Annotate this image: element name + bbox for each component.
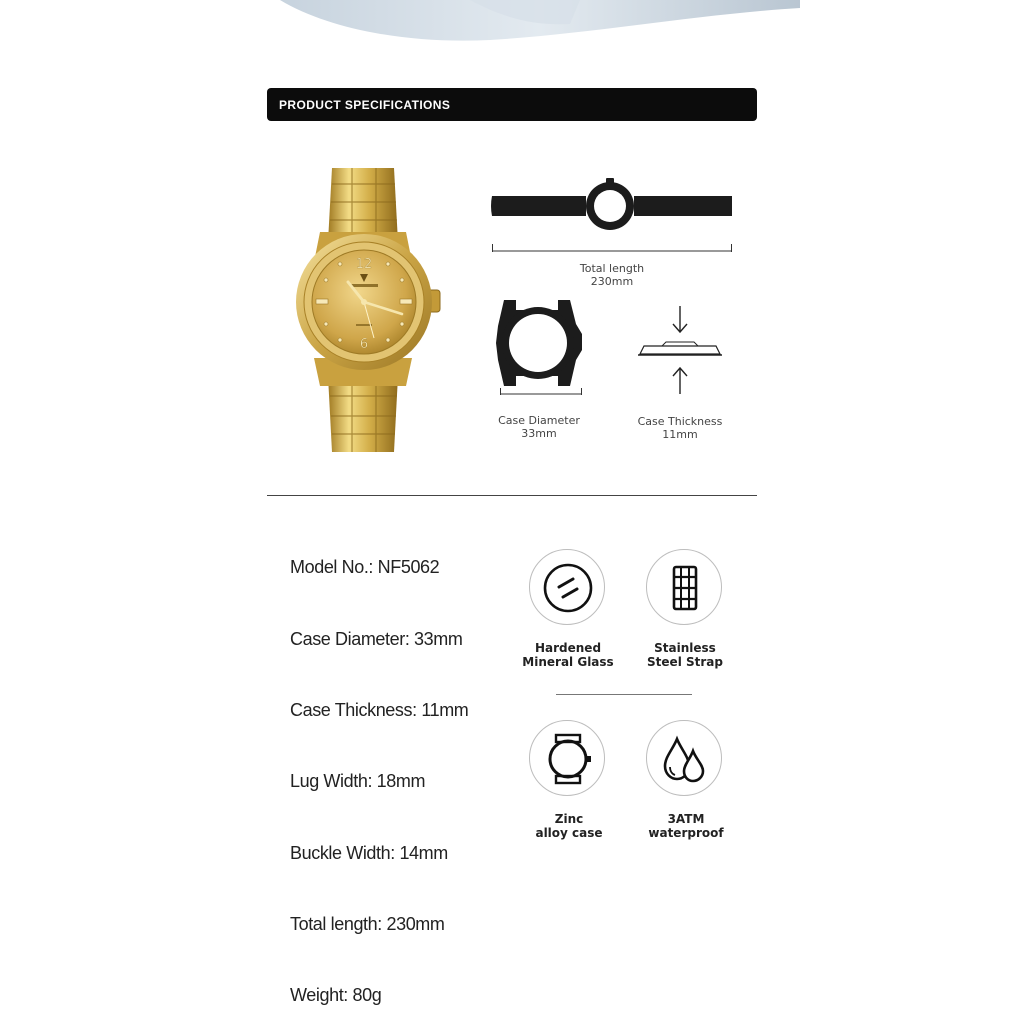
case-thickness-value: 11mm [662,428,698,441]
steel-strap-icon [646,549,722,625]
spec-case-diameter: Case Diameter: 33mm [290,629,463,649]
feature-waterproof-label: 3ATM waterproof [648,812,724,840]
total-length-caption [552,262,672,288]
gold-watch-image [290,162,450,458]
spec-weight: Weight: 80g [290,985,382,1005]
feature-strap-label: Stainless Steel Strap [647,641,723,669]
water-drops-icon [646,720,722,796]
case-thickness-diagram [632,302,728,398]
header-title: PRODUCT SPECIFICATIONS [279,97,451,112]
feature-glass-label: Hardened Mineral Glass [522,641,614,669]
case-thickness-label: Case Thickness [637,415,723,428]
dial-numeral-12: 12 [355,257,373,272]
watch-case-icon [529,720,605,796]
feature-case-label: Zinc alloy case [535,812,603,840]
feature-divider [556,694,692,695]
total-length-label: Total length [579,262,645,275]
glass-icon [529,549,605,625]
case-diameter-caption [479,414,599,440]
spec-lug-width: Lug Width: 18mm [290,771,426,791]
total-length-diagram [488,176,738,260]
product-specifications-header [267,88,757,121]
case-diameter-value: 33mm [521,427,557,440]
dial-numeral-6: 6 [359,337,369,352]
top-wave-decoration [270,0,810,50]
case-diameter-diagram [492,294,592,398]
spec-buckle-width: Buckle Width: 14mm [290,843,448,863]
spec-case-thickness: Case Thickness: 11mm [290,700,469,720]
case-diameter-label: Case Diameter [498,414,580,427]
case-thickness-caption [620,415,740,441]
section-divider [267,495,757,496]
spec-total-length: Total length: 230mm [290,914,445,934]
spec-model-number: Model No.: NF5062 [290,557,440,577]
total-length-value: 230mm [590,275,634,288]
